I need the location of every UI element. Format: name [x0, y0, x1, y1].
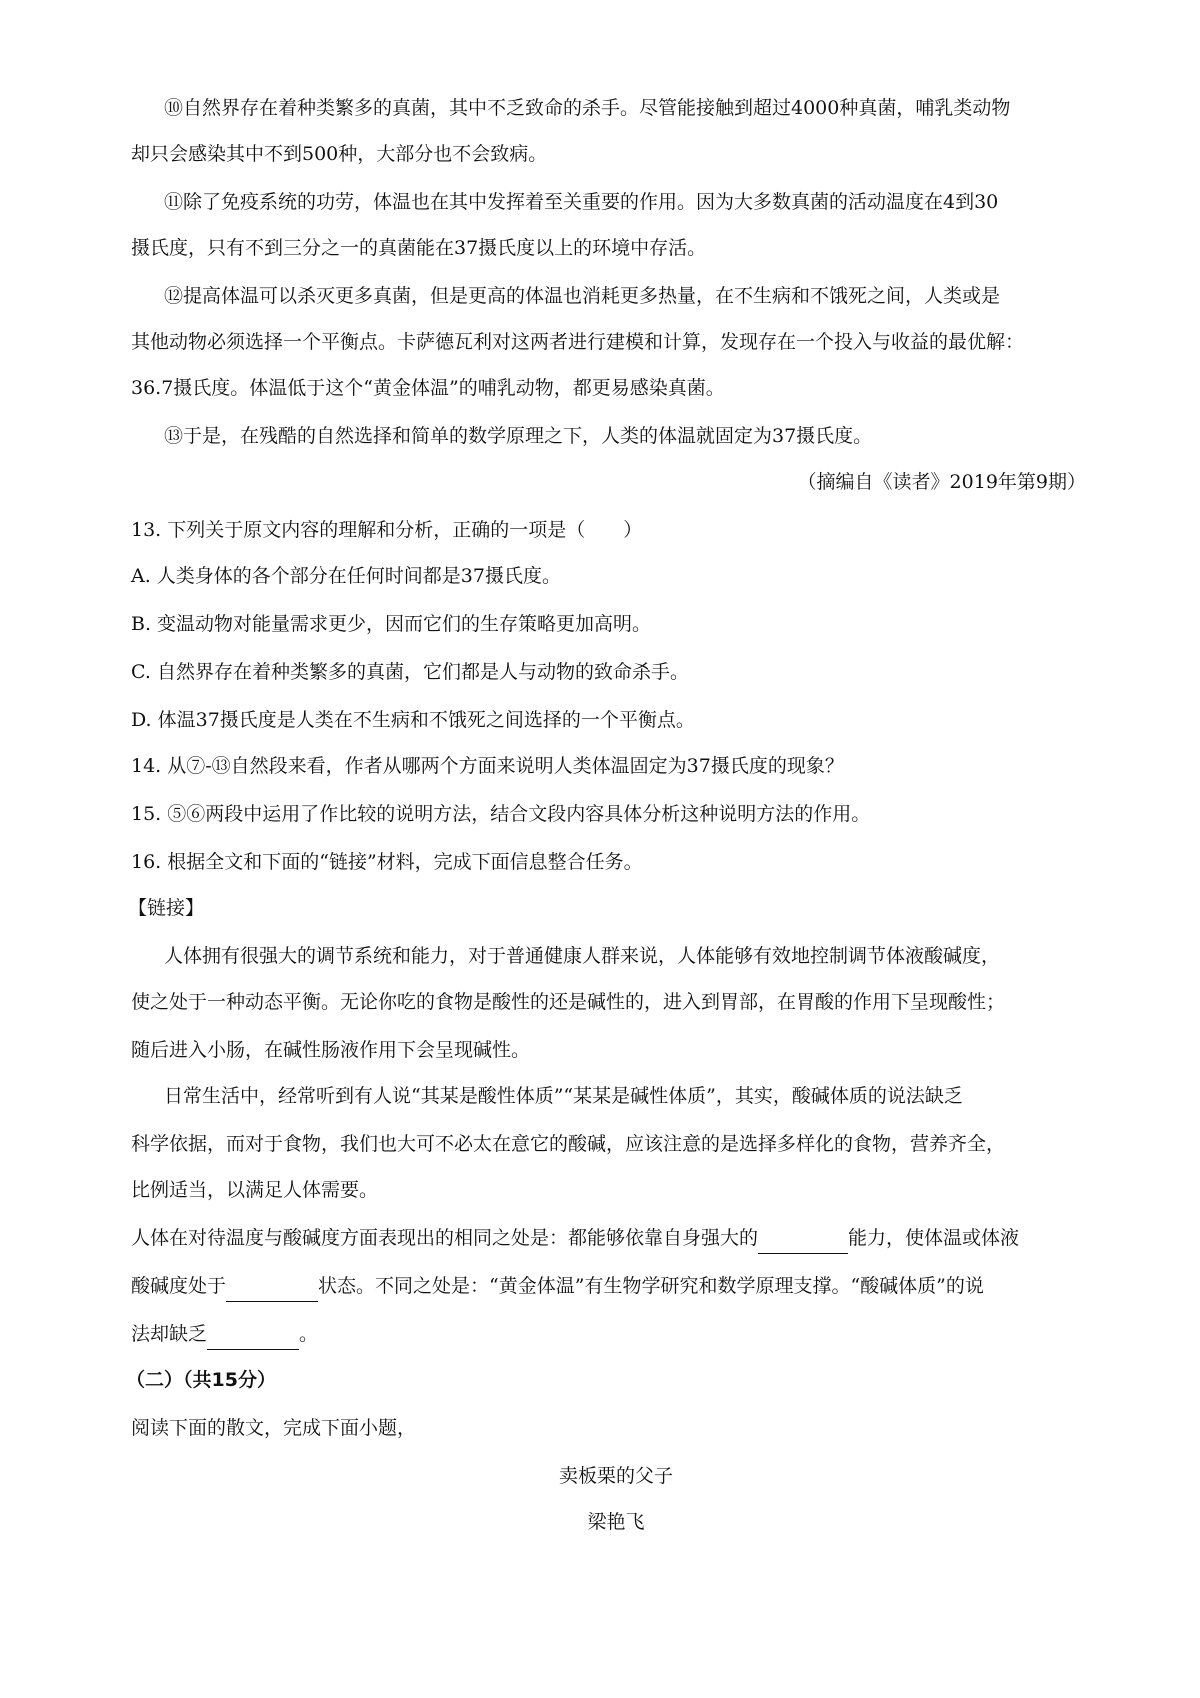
link-para-2-line-3: 比例适当，以满足人体需要。: [131, 1179, 379, 1201]
option-d: D. 体温37摄氏度是人类在不生病和不饿死之间选择的一个平衡点。: [131, 709, 695, 731]
question-14: 14. 从⑦-⑬自然段来看，作者从哪两个方面来说明人类体温固定为37摄氏度的现象？: [131, 755, 844, 777]
task-line-3-text-b: 。: [299, 1323, 319, 1345]
task-line-2-text-b: 状态。不同之处是：“黄金体温”有生物学研究和数学原理支撑。“酸碱体质”的说: [318, 1275, 984, 1297]
task-line-2: [131, 1270, 1101, 1302]
option-b: B. 变温动物对能量需求更少，因而它们的生存策略更加高明。: [131, 613, 652, 635]
task-line-1: [131, 1222, 1101, 1254]
para-12-line-2: 其他动物必须选择一个平衡点。卡萨德瓦利对这两者进行建模和计算，发现存在一个投入与收益的最优解：: [131, 331, 1025, 353]
option-c: C. 自然界存在着种类繁多的真菌，它们都是人与动物的致命杀手。: [131, 661, 689, 683]
link-para-2-line-2: 科学依据，而对于食物，我们也大可不必太在意它的酸碱，应该注意的是选择多样化的食物，营养齐全，: [131, 1133, 1006, 1155]
link-para-1-line-1: 人体拥有很强大的调节系统和能力，对于普通健康人群来说，人体能够有效地控制调节体液酸碱度，: [164, 945, 1001, 967]
link-para-1-line-3: 随后进入小肠，在碱性肠液作用下会呈现碱性。: [131, 1039, 531, 1061]
para-10-line-1: ⑩自然界存在着种类繁多的真菌，其中不乏致命的杀手。尽管能接触到超过4000种真菌，哺乳类动物: [164, 97, 1011, 119]
section-2-heading: （二）（共15分）: [126, 1369, 276, 1391]
task-line-1-text-a: 人体在对待温度与酸碱度方面表现出的相同之处是：都能够依靠自身强大的: [131, 1227, 759, 1249]
question-16: 16. 根据全文和下面的“链接”材料，完成下面信息整合任务。: [131, 851, 643, 873]
task-line-1-text-b: 能力，使体温或体液: [848, 1227, 1020, 1249]
para-13: ⑬于是，在残酷的自然选择和简单的数学原理之下，人类的体温就固定为37摄氏度。: [164, 425, 873, 447]
task-line-3: [131, 1318, 1101, 1350]
essay-title: 卖板栗的父子: [558, 1465, 673, 1487]
section-2-instruction: 阅读下面的散文，完成下面小题，: [131, 1417, 417, 1439]
link-para-1-line-2: 使之处于一种动态平衡。无论你吃的食物是酸性的还是碱性的，进入到胃部，在胃酸的作用下呈现酸性；: [131, 991, 1006, 1013]
task-line-2-text-a: 酸碱度处于: [131, 1275, 227, 1297]
para-11-line-2: 摄氏度，只有不到三分之一的真菌能在37摄氏度以上的环境中存活。: [131, 237, 707, 259]
answer-blank-3[interactable]: [207, 1327, 299, 1350]
option-a: A. 人类身体的各个部分在任何时间都是37摄氏度。: [131, 565, 561, 587]
link-heading: 【链接】: [128, 897, 205, 919]
question-13: 13. 下列关于原文内容的理解和分析，正确的一项是（ ）: [131, 519, 643, 541]
para-11-line-1: ⑪除了免疫系统的功劳，体温也在其中发挥着至关重要的作用。因为大多数真菌的活动温度在4到30: [164, 191, 999, 213]
para-12-line-3: 36.7摄氏度。体温低于这个“黄金体温”的哺乳动物，都更易感染真菌。: [131, 377, 725, 399]
para-12-line-1: ⑫提高体温可以杀灭更多真菌，但是更高的体温也消耗更多热量，在不生病和不饿死之间，人类或是: [164, 285, 1001, 307]
essay-author: 梁艳飞: [587, 1511, 645, 1533]
answer-blank-2[interactable]: [226, 1279, 318, 1302]
para-10-line-2: 却只会感染其中不到500种，大部分也不会致病。: [131, 143, 548, 165]
task-line-3-text-a: 法却缺乏: [131, 1323, 208, 1345]
answer-blank-1[interactable]: [758, 1231, 848, 1254]
source-citation: （摘编自《读者》2019年第9期）: [797, 471, 1086, 493]
question-15: 15. ⑤⑥两段中运用了作比较的说明方法，结合文段内容具体分析这种说明方法的作用。: [131, 803, 871, 825]
link-para-2-line-1: 日常生活中，经常听到有人说“其某是酸性体质”“某某是碱性体质”，其实，酸碱体质的说法缺乏: [164, 1085, 963, 1107]
